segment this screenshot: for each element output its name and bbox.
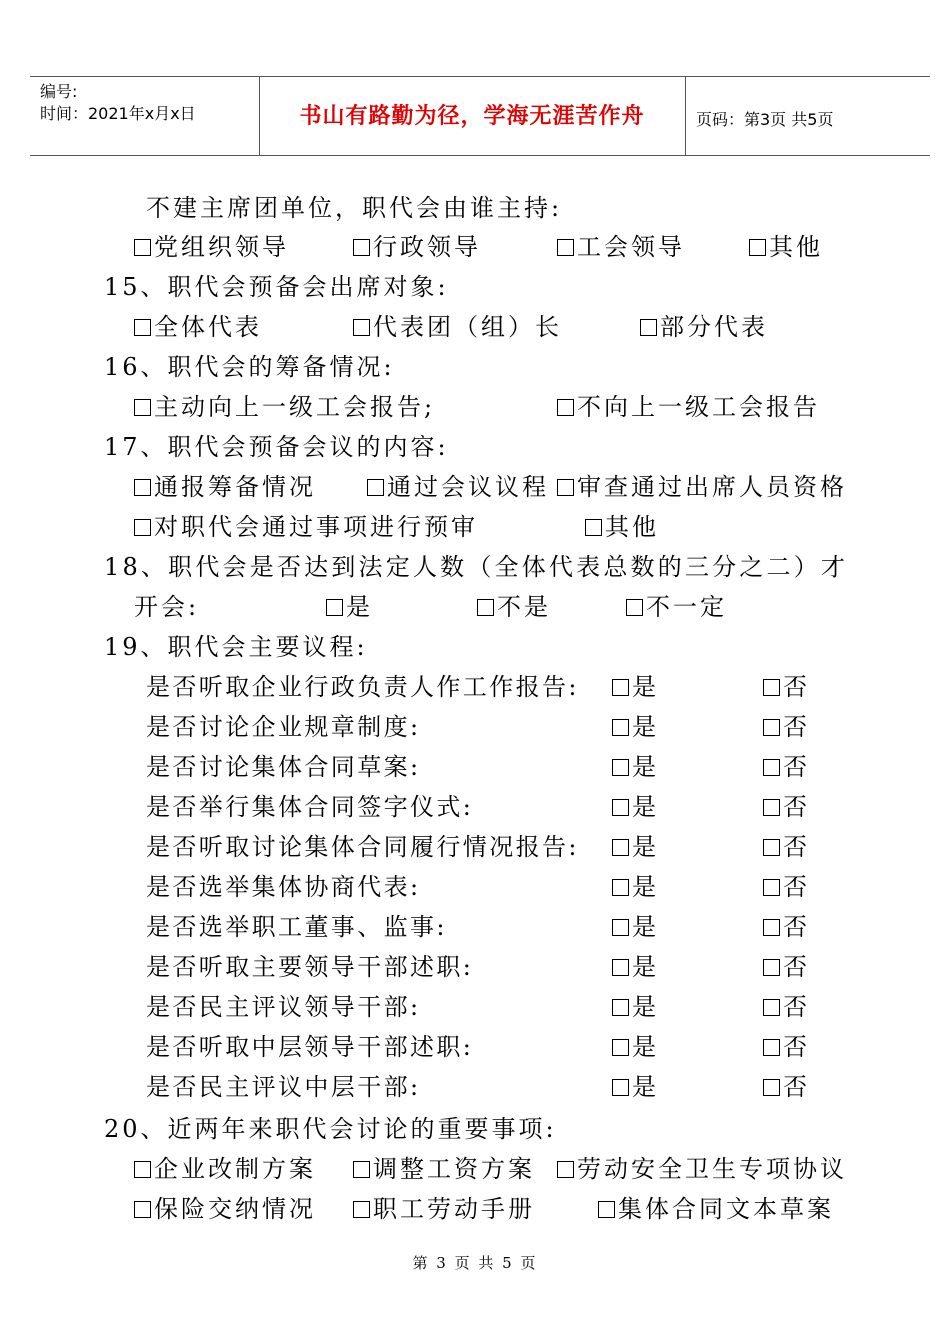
option-contract-draft[interactable]: 集体合同文本草案 (598, 1193, 834, 1225)
checkbox[interactable] (134, 479, 151, 496)
option-no-report[interactable]: 不向上一级工会报告 (557, 391, 820, 423)
option-prep-status[interactable]: 通报筹备情况 (134, 471, 316, 503)
agenda-no-option[interactable]: 否 (763, 711, 810, 743)
agenda-yes-option[interactable]: 是 (612, 711, 659, 743)
checkbox[interactable] (763, 999, 780, 1016)
agenda-no-option[interactable]: 否 (763, 951, 810, 983)
option-not-sure[interactable]: 不一定 (626, 591, 727, 623)
checkbox[interactable] (749, 239, 766, 256)
agenda-no-option[interactable]: 否 (763, 791, 810, 823)
agenda-yes-option[interactable]: 是 (612, 671, 659, 703)
agenda-yes-option[interactable]: 是 (612, 831, 659, 863)
option-handbook[interactable]: 职工劳动手册 (353, 1193, 535, 1225)
checkbox[interactable] (612, 839, 629, 856)
agenda-no-option[interactable]: 否 (763, 1031, 810, 1063)
checkbox[interactable] (134, 319, 151, 336)
time-label: 时间：2021年x月x日 (40, 104, 196, 123)
header-meta (40, 81, 196, 125)
agenda-item-label: 是否讨论企业规章制度: (146, 713, 421, 741)
agenda-yes-option[interactable]: 是 (612, 751, 659, 783)
option-restructure[interactable]: 企业改制方案 (134, 1153, 316, 1185)
checkbox[interactable] (612, 719, 629, 736)
checkbox[interactable] (353, 1161, 370, 1178)
question-18: 18、职代会是否达到法定人数（全体代表总数的三分之二）才 (104, 553, 849, 581)
option-all-reps[interactable]: 全体代表 (134, 311, 262, 343)
question-17: 17、职代会预备会议的内容: (104, 433, 449, 461)
option-yes[interactable]: 是 (326, 591, 373, 623)
checkbox[interactable] (353, 319, 370, 336)
header-motto: 书山有路勤为径，学海无涯苦作舟 (299, 104, 645, 129)
agenda-item-label: 是否听取主要领导干部述职: (146, 953, 474, 981)
agenda-yes-option[interactable]: 是 (612, 871, 659, 903)
checkbox[interactable] (134, 239, 151, 256)
checkbox[interactable] (557, 399, 574, 416)
question-20: 20、近两年来职代会讨论的重要事项: (104, 1115, 557, 1143)
agenda-yes-option[interactable]: 是 (612, 791, 659, 823)
header-divider (685, 77, 686, 155)
checkbox[interactable] (612, 919, 629, 936)
checkbox[interactable] (134, 1201, 151, 1218)
checkbox[interactable] (612, 959, 629, 976)
option-report-up[interactable]: 主动向上一级工会报告; (134, 391, 435, 423)
checkbox[interactable] (763, 919, 780, 936)
agenda-no-option[interactable]: 否 (763, 991, 810, 1023)
checkbox[interactable] (763, 839, 780, 856)
checkbox[interactable] (353, 239, 370, 256)
agenda-item-label: 是否听取讨论集体合同履行情况报告: (146, 833, 579, 861)
checkbox[interactable] (367, 479, 384, 496)
agenda-no-option[interactable]: 否 (763, 1071, 810, 1103)
checkbox[interactable] (763, 1039, 780, 1056)
agenda-item-label: 是否选举集体协商代表: (146, 873, 421, 901)
option-other[interactable]: 其他 (749, 231, 823, 263)
option-union-lead[interactable]: 工会领导 (557, 231, 685, 263)
question-19: 19、职代会主要议程: (104, 633, 368, 661)
checkbox[interactable] (612, 879, 629, 896)
agenda-no-option[interactable]: 否 (763, 831, 810, 863)
checkbox[interactable] (557, 1161, 574, 1178)
option-qualification[interactable]: 审查通过出席人员资格 (557, 471, 847, 503)
checkbox[interactable] (640, 319, 657, 336)
question-18-cont: 开会: (134, 593, 200, 621)
question-15: 15、职代会预备会出席对象: (104, 273, 449, 301)
checkbox[interactable] (763, 959, 780, 976)
agenda-no-option[interactable]: 否 (763, 871, 810, 903)
checkbox[interactable] (612, 1079, 629, 1096)
page-footer: 第 3 页 共 5 页 (412, 1254, 538, 1272)
agenda-yes-option[interactable]: 是 (612, 1071, 659, 1103)
checkbox[interactable] (763, 759, 780, 776)
checkbox[interactable] (763, 879, 780, 896)
option-wage[interactable]: 调整工资方案 (353, 1153, 535, 1185)
option-safety[interactable]: 劳动安全卫生专项协议 (557, 1153, 847, 1185)
agenda-yes-option[interactable]: 是 (612, 911, 659, 943)
option-agenda[interactable]: 通过会议议程 (367, 471, 549, 503)
checkbox[interactable] (134, 1161, 151, 1178)
page-header (30, 76, 930, 156)
option-some-reps[interactable]: 部分代表 (640, 311, 768, 343)
checkbox[interactable] (612, 999, 629, 1016)
agenda-item-label: 是否听取企业行政负责人作工作报告: (146, 673, 579, 701)
agenda-item-label: 是否选举职工董事、监事: (146, 913, 447, 941)
checkbox[interactable] (612, 759, 629, 776)
agenda-yes-option[interactable]: 是 (612, 951, 659, 983)
agenda-item-label: 是否举行集体合同签字仪式: (146, 793, 474, 821)
option-admin-lead[interactable]: 行政领导 (353, 231, 481, 263)
question-chair: 不建主席团单位，职代会由谁主持: (146, 194, 563, 222)
checkbox[interactable] (612, 679, 629, 696)
option-other[interactable]: 其他 (585, 511, 659, 543)
agenda-item-label: 是否民主评议领导干部: (146, 993, 421, 1021)
agenda-no-option[interactable]: 否 (763, 911, 810, 943)
code-label: 编号: (40, 82, 78, 101)
header-page-label: 页码：第3页 共5页 (696, 110, 834, 129)
agenda-item-label: 是否听取中层领导干部述职: (146, 1033, 474, 1061)
checkbox[interactable] (557, 479, 574, 496)
checkbox[interactable] (626, 599, 643, 616)
option-group-leader[interactable]: 代表团（组）长 (353, 311, 562, 343)
checkbox[interactable] (585, 519, 602, 536)
checkbox[interactable] (477, 599, 494, 616)
checkbox[interactable] (612, 1039, 629, 1056)
agenda-no-option[interactable]: 否 (763, 751, 810, 783)
checkbox[interactable] (763, 679, 780, 696)
option-pre-review[interactable]: 对职代会通过事项进行预审 (134, 511, 478, 543)
agenda-item-label: 是否民主评议中层干部: (146, 1073, 421, 1101)
option-no[interactable]: 不是 (477, 591, 551, 623)
option-insurance[interactable]: 保险交纳情况 (134, 1193, 316, 1225)
checkbox[interactable] (134, 519, 151, 536)
checkbox[interactable] (353, 1201, 370, 1218)
checkbox[interactable] (326, 599, 343, 616)
checkbox[interactable] (763, 1079, 780, 1096)
agenda-item-label: 是否讨论集体合同草案: (146, 753, 421, 781)
option-party-lead[interactable]: 党组织领导 (134, 231, 289, 263)
question-16: 16、职代会的筹备情况: (104, 353, 395, 381)
checkbox[interactable] (612, 799, 629, 816)
agenda-yes-option[interactable]: 是 (612, 1031, 659, 1063)
agenda-yes-option[interactable]: 是 (612, 991, 659, 1023)
checkbox[interactable] (598, 1201, 615, 1218)
agenda-no-option[interactable]: 否 (763, 671, 810, 703)
checkbox[interactable] (557, 239, 574, 256)
checkbox[interactable] (134, 399, 151, 416)
checkbox[interactable] (763, 799, 780, 816)
checkbox[interactable] (763, 719, 780, 736)
